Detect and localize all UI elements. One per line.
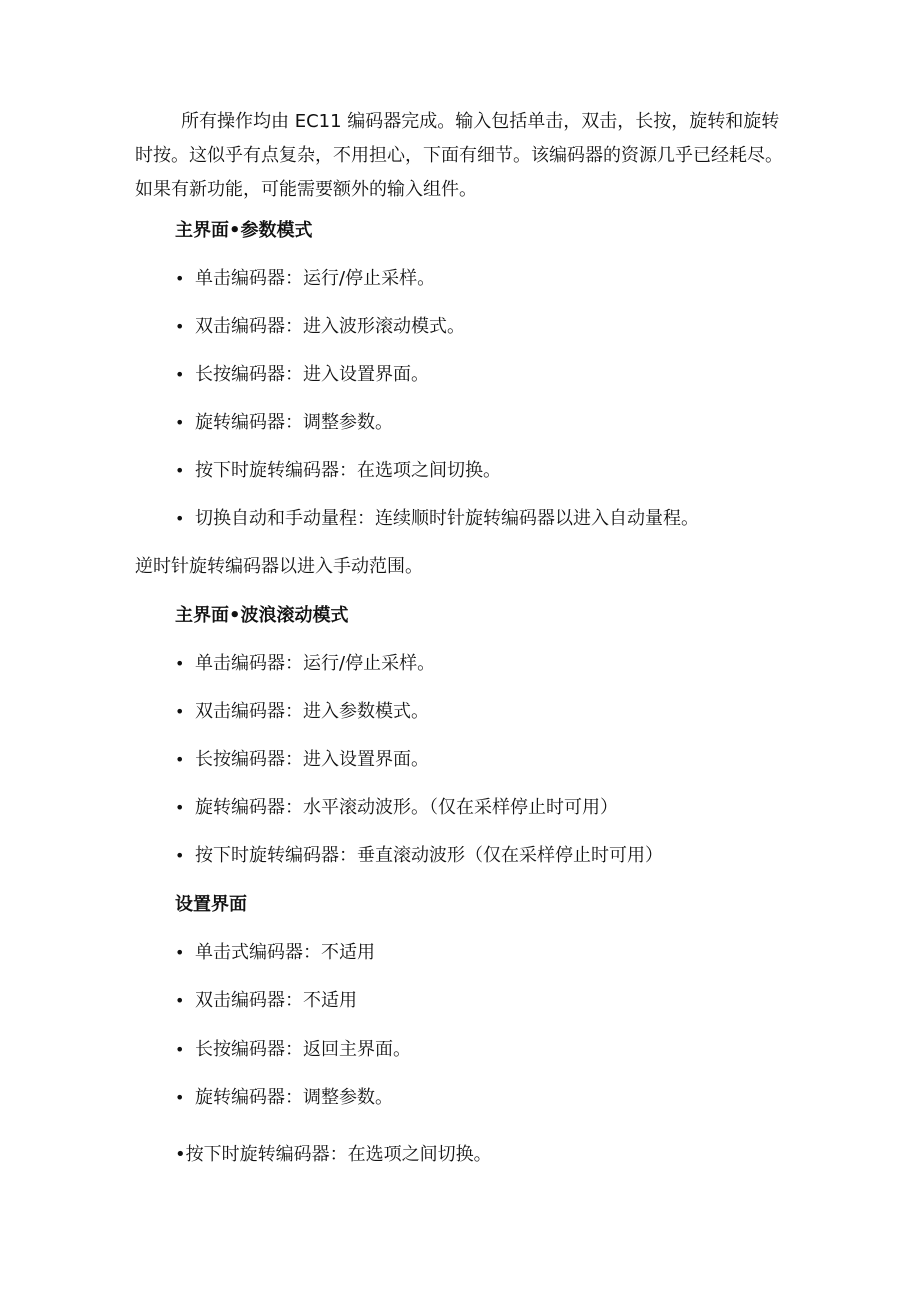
list-item xyxy=(175,1038,411,1062)
bullet-icon: • xyxy=(175,317,185,336)
list-item-text: 单击编码器：运行/停止采样。 xyxy=(195,653,436,674)
list-item xyxy=(175,652,435,676)
list-item xyxy=(175,411,393,435)
intro-paragraph: 所有操作均由 EC11 编码器完成。输入包括单击，双击，长按，旋转和旋转时按。这似乎有点复杂，不用担心，下面有细节。该编码器的资源几乎已经耗尽。如果有新功能，可能需要额外的输入组件。 xyxy=(135,111,783,200)
bullet-icon: • xyxy=(175,413,185,432)
list-item-text: 单击式编码器：不适用 xyxy=(195,942,375,963)
list-item xyxy=(175,363,429,387)
bullet-icon: • xyxy=(175,654,185,673)
bullet-icon: • xyxy=(175,943,185,962)
bullet-icon: • xyxy=(175,509,185,528)
list-item-text: 旋转编码器：调整参数。 xyxy=(195,1087,393,1108)
list-item-text: 双击编码器：不适用 xyxy=(195,990,357,1011)
list-item-text: 长按编码器：进入设置界面。 xyxy=(195,364,429,385)
list-item xyxy=(175,700,429,724)
bullet-icon: • xyxy=(175,798,185,817)
bullet-icon: • xyxy=(175,365,185,384)
list-item xyxy=(175,315,465,339)
bullet-icon: • xyxy=(175,702,185,721)
list-item xyxy=(175,844,663,868)
list-item-text: 单击编码器：运行/停止采样。 xyxy=(195,268,436,289)
bullet-icon: • xyxy=(175,269,185,288)
section-heading-parameter-mode: 主界面•参数模式 xyxy=(175,220,313,241)
bullet-icon: • xyxy=(175,461,185,480)
list-item xyxy=(175,796,618,820)
list-item-text: 长按编码器：进入设置界面。 xyxy=(195,749,429,770)
list-item xyxy=(175,941,375,965)
list-item xyxy=(175,267,435,291)
list-item-text: 按下时旋转编码器：垂直滚动波形（仅在采样停止时可用） xyxy=(195,845,663,866)
list-item-text: 按下时旋转编码器：在选项之间切换。 xyxy=(195,460,501,481)
section-heading-wave-scroll-mode: 主界面•波浪滚动模式 xyxy=(175,605,349,626)
list-item-text: 旋转编码器：调整参数。 xyxy=(195,412,393,433)
list-item-text: 长按编码器：返回主界面。 xyxy=(195,1039,411,1060)
list-item xyxy=(175,1086,393,1110)
list-item xyxy=(175,459,501,483)
bullet-icon: • xyxy=(175,1088,185,1107)
list-item-text: 切换自动和手动量程：连续顺时针旋转编码器以进入自动量程。 xyxy=(195,508,699,529)
section-heading-settings: 设置界面 xyxy=(175,894,247,915)
list-item xyxy=(175,748,429,772)
bullet-icon: • xyxy=(175,991,185,1010)
bullet-icon: • xyxy=(175,846,185,865)
list-item xyxy=(175,989,357,1013)
list-item-text: 双击编码器：进入参数模式。 xyxy=(195,701,429,722)
bullet-icon: • xyxy=(175,750,185,769)
tail-text: •按下时旋转编码器：在选项之间切换。 xyxy=(175,1144,492,1165)
bullet-icon: • xyxy=(175,1040,185,1059)
list-item xyxy=(175,507,699,531)
continuation-text: 逆时针旋转编码器以进入手动范围。 xyxy=(135,556,423,577)
list-item-text: 双击编码器：进入波形滚动模式。 xyxy=(195,316,465,337)
list-item-text: 旋转编码器：水平滚动波形。（仅在采样停止时可用） xyxy=(195,797,618,818)
